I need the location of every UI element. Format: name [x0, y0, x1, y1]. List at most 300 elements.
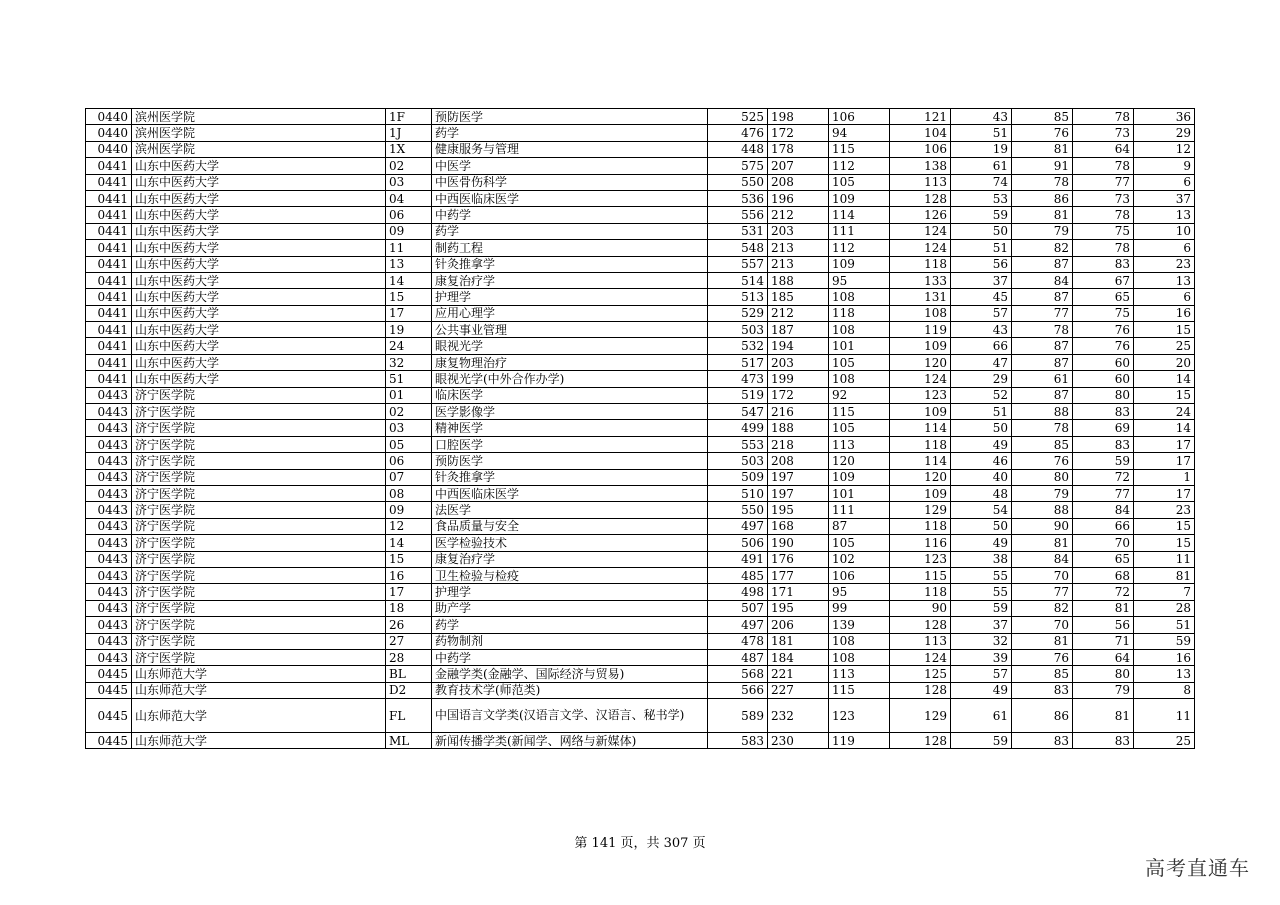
cell-school-code: 0443 — [86, 485, 132, 501]
cell-score-f: 59 — [1073, 453, 1134, 469]
cell-score-total: 476 — [708, 125, 768, 141]
cell-major-code: 32 — [386, 354, 432, 370]
cell-score-g: 25 — [1134, 338, 1195, 354]
cell-score-b: 99 — [829, 600, 890, 616]
table-row — [86, 567, 1195, 583]
cell-major-code: ML — [386, 733, 432, 749]
cell-score-f: 76 — [1073, 322, 1134, 338]
cell-score-total: 473 — [708, 371, 768, 387]
cell-school-code: 0445 — [86, 699, 132, 733]
cell-score-e: 83 — [1012, 733, 1073, 749]
cell-major-code: 04 — [386, 190, 432, 206]
cell-score-f: 75 — [1073, 305, 1134, 321]
cell-score-g: 23 — [1134, 502, 1195, 518]
cell-score-f: 80 — [1073, 387, 1134, 403]
cell-score-d: 46 — [951, 453, 1012, 469]
cell-school-name: 济宁医学院 — [132, 387, 386, 403]
cell-score-c: 116 — [890, 535, 951, 551]
cell-school-code: 0443 — [86, 600, 132, 616]
cell-score-f: 83 — [1073, 256, 1134, 272]
cell-score-f: 67 — [1073, 272, 1134, 288]
cell-score-b: 115 — [829, 682, 890, 698]
cell-score-total: 503 — [708, 453, 768, 469]
table-row — [86, 272, 1195, 288]
cell-score-c: 109 — [890, 338, 951, 354]
cell-school-code: 0440 — [86, 125, 132, 141]
cell-score-f: 78 — [1073, 109, 1134, 125]
cell-major-name: 预防医学 — [432, 109, 708, 125]
cell-score-f: 65 — [1073, 289, 1134, 305]
cell-score-b: 102 — [829, 551, 890, 567]
table-row — [86, 322, 1195, 338]
cell-school-code: 0443 — [86, 420, 132, 436]
cell-score-b: 113 — [829, 436, 890, 452]
cell-school-code: 0443 — [86, 469, 132, 485]
cell-score-d: 45 — [951, 289, 1012, 305]
cell-major-name: 医学检验技术 — [432, 535, 708, 551]
cell-major-name: 中药学 — [432, 207, 708, 223]
cell-score-a: 181 — [768, 633, 829, 649]
cell-score-d: 51 — [951, 125, 1012, 141]
cell-score-b: 106 — [829, 109, 890, 125]
cell-score-f: 72 — [1073, 584, 1134, 600]
cell-score-c: 124 — [890, 223, 951, 239]
cell-school-code: 0445 — [86, 682, 132, 698]
cell-score-c: 124 — [890, 371, 951, 387]
cell-school-name: 山东中医药大学 — [132, 256, 386, 272]
cell-major-code: 01 — [386, 387, 432, 403]
cell-score-e: 81 — [1012, 535, 1073, 551]
cell-score-b: 108 — [829, 649, 890, 665]
cell-score-total: 485 — [708, 567, 768, 583]
table-row — [86, 453, 1195, 469]
table-row — [86, 485, 1195, 501]
cell-score-b: 106 — [829, 567, 890, 583]
cell-score-g: 15 — [1134, 387, 1195, 403]
cell-major-code: 02 — [386, 158, 432, 174]
admission-scores-table — [85, 108, 1195, 749]
cell-score-c: 126 — [890, 207, 951, 223]
cell-major-name: 中医学 — [432, 158, 708, 174]
cell-score-e: 87 — [1012, 338, 1073, 354]
cell-school-code: 0443 — [86, 502, 132, 518]
cell-score-f: 80 — [1073, 666, 1134, 682]
cell-score-c: 128 — [890, 617, 951, 633]
cell-major-code: 51 — [386, 371, 432, 387]
cell-school-name: 济宁医学院 — [132, 584, 386, 600]
table-row — [86, 699, 1195, 733]
table-row — [86, 518, 1195, 534]
table-row — [86, 256, 1195, 272]
cell-score-g: 37 — [1134, 190, 1195, 206]
cell-school-code: 0443 — [86, 617, 132, 633]
cell-score-g: 16 — [1134, 305, 1195, 321]
cell-school-code: 0443 — [86, 584, 132, 600]
cell-score-e: 88 — [1012, 404, 1073, 420]
cell-score-a: 198 — [768, 109, 829, 125]
cell-school-code: 0441 — [86, 289, 132, 305]
cell-score-b: 101 — [829, 485, 890, 501]
cell-major-code: 24 — [386, 338, 432, 354]
cell-score-f: 78 — [1073, 158, 1134, 174]
cell-major-code: 17 — [386, 584, 432, 600]
cell-school-name: 山东中医药大学 — [132, 354, 386, 370]
cell-score-b: 112 — [829, 158, 890, 174]
cell-school-name: 山东中医药大学 — [132, 207, 386, 223]
cell-score-total: 506 — [708, 535, 768, 551]
cell-school-code: 0443 — [86, 387, 132, 403]
cell-major-name: 口腔医学 — [432, 436, 708, 452]
cell-school-name: 济宁医学院 — [132, 502, 386, 518]
cell-school-name: 济宁医学院 — [132, 404, 386, 420]
cell-major-code: 17 — [386, 305, 432, 321]
cell-major-name: 针灸推拿学 — [432, 469, 708, 485]
cell-major-name: 金融学类(金融学、国际经济与贸易) — [432, 666, 708, 682]
cell-score-total: 566 — [708, 682, 768, 698]
cell-major-name: 护理学 — [432, 289, 708, 305]
cell-score-e: 87 — [1012, 354, 1073, 370]
table-row — [86, 649, 1195, 665]
cell-score-a: 197 — [768, 469, 829, 485]
cell-score-total: 487 — [708, 649, 768, 665]
cell-school-code: 0441 — [86, 240, 132, 256]
cell-school-name: 济宁医学院 — [132, 436, 386, 452]
cell-major-code: 15 — [386, 289, 432, 305]
cell-score-b: 113 — [829, 666, 890, 682]
table-row — [86, 371, 1195, 387]
cell-score-total: 499 — [708, 420, 768, 436]
cell-major-name: 药学 — [432, 125, 708, 141]
cell-score-e: 77 — [1012, 584, 1073, 600]
cell-score-a: 172 — [768, 125, 829, 141]
cell-score-d: 50 — [951, 223, 1012, 239]
cell-score-total: 519 — [708, 387, 768, 403]
cell-score-e: 87 — [1012, 289, 1073, 305]
cell-score-g: 10 — [1134, 223, 1195, 239]
cell-score-g: 15 — [1134, 518, 1195, 534]
cell-score-a: 197 — [768, 485, 829, 501]
cell-score-d: 61 — [951, 699, 1012, 733]
cell-major-name: 公共事业管理 — [432, 322, 708, 338]
table-row — [86, 617, 1195, 633]
cell-score-g: 51 — [1134, 617, 1195, 633]
cell-score-b: 87 — [829, 518, 890, 534]
cell-major-code: 13 — [386, 256, 432, 272]
cell-score-c: 125 — [890, 666, 951, 682]
cell-score-a: 188 — [768, 420, 829, 436]
cell-score-e: 84 — [1012, 551, 1073, 567]
cell-school-name: 山东师范大学 — [132, 699, 386, 733]
cell-school-code: 0441 — [86, 256, 132, 272]
cell-score-c: 123 — [890, 551, 951, 567]
cell-school-code: 0441 — [86, 223, 132, 239]
cell-score-total: 491 — [708, 551, 768, 567]
cell-score-f: 66 — [1073, 518, 1134, 534]
cell-score-d: 59 — [951, 207, 1012, 223]
cell-score-e: 70 — [1012, 617, 1073, 633]
cell-major-code: 07 — [386, 469, 432, 485]
cell-score-d: 49 — [951, 535, 1012, 551]
cell-major-code: 27 — [386, 633, 432, 649]
cell-score-total: 568 — [708, 666, 768, 682]
cell-score-c: 131 — [890, 289, 951, 305]
cell-score-g: 12 — [1134, 141, 1195, 157]
cell-major-name: 制药工程 — [432, 240, 708, 256]
cell-score-e: 78 — [1012, 174, 1073, 190]
table-row — [86, 240, 1195, 256]
cell-score-f: 60 — [1073, 354, 1134, 370]
cell-score-e: 76 — [1012, 649, 1073, 665]
cell-score-total: 550 — [708, 174, 768, 190]
cell-score-a: 227 — [768, 682, 829, 698]
cell-school-name: 济宁医学院 — [132, 535, 386, 551]
cell-score-g: 14 — [1134, 371, 1195, 387]
cell-major-code: BL — [386, 666, 432, 682]
cell-score-total: 478 — [708, 633, 768, 649]
cell-score-f: 81 — [1073, 699, 1134, 733]
cell-score-c: 104 — [890, 125, 951, 141]
cell-major-code: 19 — [386, 322, 432, 338]
cell-major-name: 教育技术学(师范类) — [432, 682, 708, 698]
cell-major-name: 眼视光学(中外合作办学) — [432, 371, 708, 387]
cell-major-name: 中西医临床医学 — [432, 190, 708, 206]
cell-school-name: 济宁医学院 — [132, 567, 386, 583]
cell-score-a: 178 — [768, 141, 829, 157]
cell-score-b: 118 — [829, 305, 890, 321]
cell-school-name: 山东中医药大学 — [132, 322, 386, 338]
cell-score-g: 15 — [1134, 535, 1195, 551]
cell-score-total: 497 — [708, 617, 768, 633]
cell-school-code: 0443 — [86, 453, 132, 469]
cell-major-name: 康复治疗学 — [432, 272, 708, 288]
cell-score-f: 70 — [1073, 535, 1134, 551]
cell-major-code: 12 — [386, 518, 432, 534]
cell-score-e: 91 — [1012, 158, 1073, 174]
cell-score-a: 176 — [768, 551, 829, 567]
cell-score-d: 50 — [951, 518, 1012, 534]
table-row — [86, 633, 1195, 649]
cell-major-name: 药学 — [432, 617, 708, 633]
cell-major-name: 中国语言文学类(汉语言文学、汉语言、秘书学) — [432, 699, 708, 733]
cell-score-a: 216 — [768, 404, 829, 420]
cell-major-name: 护理学 — [432, 584, 708, 600]
cell-school-name: 济宁医学院 — [132, 633, 386, 649]
cell-score-d: 51 — [951, 404, 1012, 420]
cell-score-d: 55 — [951, 567, 1012, 583]
cell-score-e: 76 — [1012, 125, 1073, 141]
cell-score-total: 557 — [708, 256, 768, 272]
cell-score-d: 40 — [951, 469, 1012, 485]
cell-school-name: 山东中医药大学 — [132, 240, 386, 256]
cell-score-total: 525 — [708, 109, 768, 125]
cell-major-code: 14 — [386, 272, 432, 288]
cell-score-g: 13 — [1134, 666, 1195, 682]
cell-score-b: 105 — [829, 535, 890, 551]
table-row — [86, 305, 1195, 321]
cell-school-code: 0443 — [86, 436, 132, 452]
cell-score-c: 129 — [890, 699, 951, 733]
cell-score-e: 86 — [1012, 699, 1073, 733]
cell-score-total: 503 — [708, 322, 768, 338]
cell-score-a: 195 — [768, 502, 829, 518]
cell-score-d: 51 — [951, 240, 1012, 256]
table-row — [86, 354, 1195, 370]
cell-score-total: 548 — [708, 240, 768, 256]
cell-score-d: 43 — [951, 322, 1012, 338]
cell-score-c: 123 — [890, 387, 951, 403]
cell-score-b: 95 — [829, 272, 890, 288]
table-row — [86, 289, 1195, 305]
cell-score-total: 498 — [708, 584, 768, 600]
cell-score-g: 9 — [1134, 158, 1195, 174]
cell-school-name: 济宁医学院 — [132, 469, 386, 485]
cell-school-name: 山东师范大学 — [132, 682, 386, 698]
cell-school-name: 济宁医学院 — [132, 420, 386, 436]
cell-school-code: 0441 — [86, 158, 132, 174]
cell-major-name: 眼视光学 — [432, 338, 708, 354]
cell-score-g: 15 — [1134, 322, 1195, 338]
cell-school-code: 0443 — [86, 649, 132, 665]
cell-score-e: 81 — [1012, 633, 1073, 649]
cell-score-g: 23 — [1134, 256, 1195, 272]
cell-score-c: 120 — [890, 354, 951, 370]
cell-score-f: 76 — [1073, 338, 1134, 354]
cell-score-a: 232 — [768, 699, 829, 733]
cell-school-name: 山东师范大学 — [132, 733, 386, 749]
cell-score-total: 536 — [708, 190, 768, 206]
cell-major-code: 11 — [386, 240, 432, 256]
cell-score-g: 29 — [1134, 125, 1195, 141]
cell-score-g: 13 — [1134, 207, 1195, 223]
cell-score-e: 85 — [1012, 436, 1073, 452]
cell-score-b: 115 — [829, 141, 890, 157]
cell-score-b: 119 — [829, 733, 890, 749]
cell-score-a: 188 — [768, 272, 829, 288]
cell-score-f: 84 — [1073, 502, 1134, 518]
cell-score-f: 78 — [1073, 240, 1134, 256]
cell-school-name: 济宁医学院 — [132, 453, 386, 469]
cell-score-total: 529 — [708, 305, 768, 321]
cell-score-a: 213 — [768, 256, 829, 272]
cell-score-e: 79 — [1012, 223, 1073, 239]
cell-school-name: 山东师范大学 — [132, 666, 386, 682]
cell-score-a: 203 — [768, 223, 829, 239]
cell-major-name: 助产学 — [432, 600, 708, 616]
table-row — [86, 404, 1195, 420]
cell-score-d: 59 — [951, 733, 1012, 749]
cell-score-g: 81 — [1134, 567, 1195, 583]
cell-score-g: 1 — [1134, 469, 1195, 485]
cell-score-c: 119 — [890, 322, 951, 338]
cell-score-e: 82 — [1012, 600, 1073, 616]
cell-score-b: 109 — [829, 469, 890, 485]
cell-score-g: 11 — [1134, 551, 1195, 567]
cell-score-e: 81 — [1012, 141, 1073, 157]
table-body — [86, 109, 1195, 749]
cell-score-g: 17 — [1134, 485, 1195, 501]
cell-score-total: 448 — [708, 141, 768, 157]
cell-major-code: 08 — [386, 485, 432, 501]
cell-score-total: 575 — [708, 158, 768, 174]
cell-score-d: 57 — [951, 305, 1012, 321]
cell-major-code: 1X — [386, 141, 432, 157]
cell-score-d: 29 — [951, 371, 1012, 387]
cell-score-f: 75 — [1073, 223, 1134, 239]
cell-major-name: 针灸推拿学 — [432, 256, 708, 272]
cell-school-name: 滨州医学院 — [132, 141, 386, 157]
table-row — [86, 174, 1195, 190]
cell-score-c: 118 — [890, 256, 951, 272]
cell-score-a: 172 — [768, 387, 829, 403]
cell-major-name: 中药学 — [432, 649, 708, 665]
cell-major-code: 14 — [386, 535, 432, 551]
cell-score-total: 553 — [708, 436, 768, 452]
table-row — [86, 125, 1195, 141]
cell-school-name: 滨州医学院 — [132, 109, 386, 125]
cell-score-a: 184 — [768, 649, 829, 665]
cell-score-e: 86 — [1012, 190, 1073, 206]
table-row — [86, 469, 1195, 485]
cell-school-name: 山东中医药大学 — [132, 289, 386, 305]
cell-score-f: 56 — [1073, 617, 1134, 633]
cell-major-code: 18 — [386, 600, 432, 616]
cell-score-b: 109 — [829, 190, 890, 206]
cell-school-code: 0441 — [86, 207, 132, 223]
cell-score-total: 517 — [708, 354, 768, 370]
cell-score-a: 221 — [768, 666, 829, 682]
cell-score-f: 71 — [1073, 633, 1134, 649]
cell-score-total: 513 — [708, 289, 768, 305]
cell-score-total: 497 — [708, 518, 768, 534]
cell-score-g: 17 — [1134, 453, 1195, 469]
cell-major-code: 16 — [386, 567, 432, 583]
cell-major-name: 医学影像学 — [432, 404, 708, 420]
cell-score-b: 114 — [829, 207, 890, 223]
cell-school-code: 0443 — [86, 404, 132, 420]
cell-score-e: 79 — [1012, 485, 1073, 501]
cell-major-code: 1J — [386, 125, 432, 141]
cell-score-d: 48 — [951, 485, 1012, 501]
cell-school-name: 济宁医学院 — [132, 649, 386, 665]
cell-score-g: 6 — [1134, 174, 1195, 190]
cell-school-name: 山东中医药大学 — [132, 338, 386, 354]
cell-score-c: 118 — [890, 584, 951, 600]
cell-score-d: 54 — [951, 502, 1012, 518]
cell-score-a: 196 — [768, 190, 829, 206]
cell-score-b: 111 — [829, 223, 890, 239]
cell-score-d: 19 — [951, 141, 1012, 157]
cell-score-total: 507 — [708, 600, 768, 616]
cell-score-f: 83 — [1073, 404, 1134, 420]
cell-score-a: 185 — [768, 289, 829, 305]
cell-score-b: 92 — [829, 387, 890, 403]
cell-major-name: 药学 — [432, 223, 708, 239]
table-row — [86, 436, 1195, 452]
cell-score-d: 47 — [951, 354, 1012, 370]
cell-score-total: 547 — [708, 404, 768, 420]
table-row — [86, 551, 1195, 567]
cell-school-code: 0443 — [86, 535, 132, 551]
cell-score-d: 38 — [951, 551, 1012, 567]
cell-score-f: 64 — [1073, 649, 1134, 665]
cell-school-name: 山东中医药大学 — [132, 190, 386, 206]
cell-score-d: 37 — [951, 617, 1012, 633]
cell-score-total: 531 — [708, 223, 768, 239]
cell-major-name: 精神医学 — [432, 420, 708, 436]
cell-score-b: 112 — [829, 240, 890, 256]
cell-score-f: 68 — [1073, 567, 1134, 583]
cell-score-g: 8 — [1134, 682, 1195, 698]
